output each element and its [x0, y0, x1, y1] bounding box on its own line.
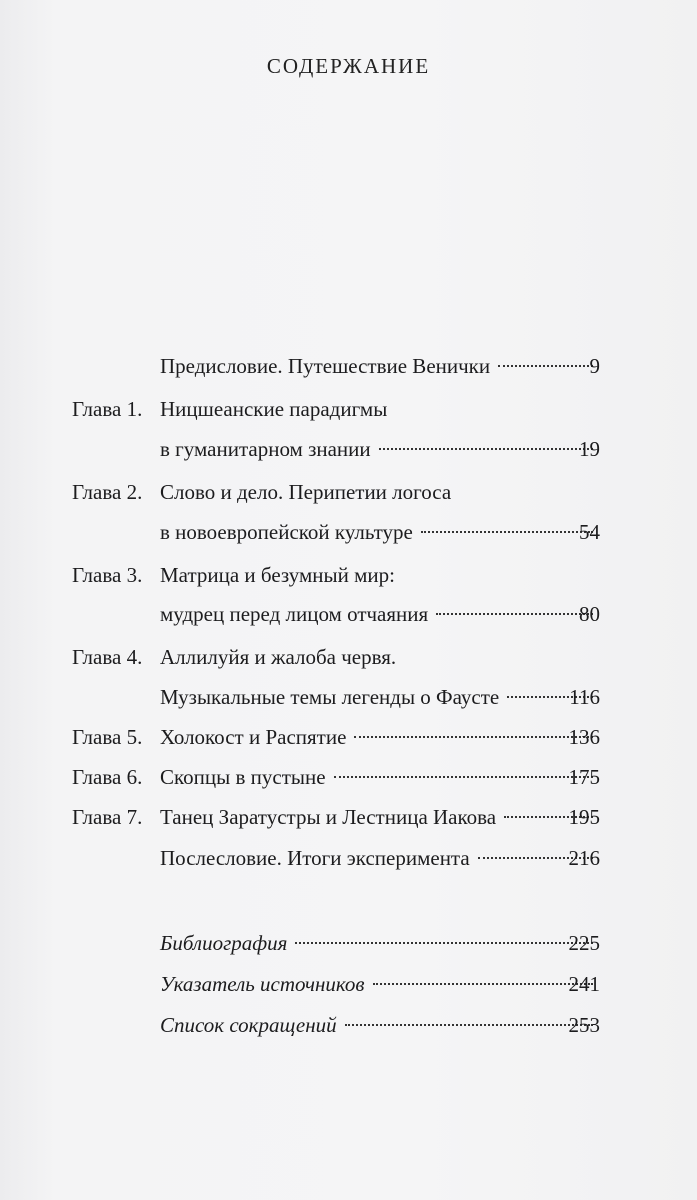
- page-number: 195: [568, 805, 600, 829]
- entry-line: [160, 558, 599, 592]
- toc-entry: [0, 760, 697, 794]
- back-matter-entry: [0, 967, 697, 1001]
- entry-line: [160, 432, 599, 466]
- chapter-number: Глава 3.: [72, 563, 143, 587]
- entry-title: Матрица и безумный мир:: [160, 563, 395, 587]
- entry-title: в гуманитарном знании: [160, 437, 371, 461]
- entry-title: Танец Заратустры и Лестница Иакова: [160, 805, 497, 829]
- toc-entry: [0, 680, 697, 714]
- contents-heading: СОДЕРЖАНИЕ: [266, 54, 431, 78]
- toc-entry: [0, 841, 697, 875]
- entry-title: Библиография: [160, 931, 288, 955]
- back-matter-entry: [0, 926, 697, 960]
- entry-title: Музыкальные темы легенды о Фаусте: [160, 685, 500, 709]
- dot-leader: [295, 942, 593, 944]
- entry-title: Слово и дело. Перипетии логоса: [160, 480, 452, 504]
- dot-leader: [421, 531, 593, 533]
- entry-line: [160, 349, 599, 383]
- toc-entry: [0, 392, 697, 426]
- entry-line: [160, 392, 599, 426]
- chapter-number: Глава 4.: [72, 645, 143, 669]
- page-number: 216: [568, 846, 600, 870]
- entry-line: [160, 800, 599, 834]
- toc-entry: [0, 515, 697, 549]
- entry-title: Ницшеанские парадигмы: [160, 397, 388, 421]
- dot-leader: [345, 1024, 593, 1026]
- page-number: 225: [568, 931, 600, 955]
- entry-line: [160, 597, 599, 631]
- dot-leader: [436, 613, 593, 615]
- toc-entry: [0, 432, 697, 466]
- toc-entry: [0, 640, 697, 674]
- dot-leader: [373, 983, 593, 985]
- page-number: 136: [568, 725, 600, 749]
- dot-leader: [354, 736, 593, 738]
- page-number: 116: [569, 685, 600, 709]
- entry-line: [160, 680, 599, 714]
- entry-title: Предисловие. Путешествие Венички: [160, 354, 491, 378]
- toc-entry: [0, 558, 697, 592]
- entry-line: [160, 967, 599, 1001]
- entry-title: Холокост и Распятие: [160, 725, 347, 749]
- chapter-number: Глава 7.: [72, 805, 143, 829]
- entry-line: [160, 640, 599, 674]
- entry-line: [160, 841, 599, 875]
- entry-line: [160, 720, 599, 754]
- toc-entry: [0, 720, 697, 754]
- page-number: 19: [579, 437, 600, 461]
- entry-title: мудрец перед лицом отчаяния: [160, 602, 429, 626]
- entry-title: Список сокращений: [160, 1013, 337, 1037]
- toc-entry: [0, 475, 697, 509]
- dot-leader: [334, 776, 593, 778]
- entry-line: [160, 515, 599, 549]
- entry-title: Послесловие. Итоги эксперимента: [160, 846, 470, 870]
- chapter-number: Глава 5.: [72, 725, 143, 749]
- page-number: 175: [568, 765, 600, 789]
- entry-line: [160, 1008, 599, 1042]
- entry-title: Скопцы в пустыне: [160, 765, 326, 789]
- page-number: 80: [579, 602, 600, 626]
- back-matter-entry: [0, 1008, 697, 1042]
- entry-line: [160, 926, 599, 960]
- dot-leader: [379, 448, 593, 450]
- entry-title: Аллилуйя и жалоба червя.: [160, 645, 397, 669]
- entry-title: Указатель источников: [160, 972, 365, 996]
- toc-entry: [0, 800, 697, 834]
- page-number: 241: [568, 972, 600, 996]
- toc-entry: [0, 597, 697, 631]
- dot-leader: [498, 365, 593, 367]
- page-number: 54: [579, 520, 600, 544]
- chapter-number: Глава 6.: [72, 765, 143, 789]
- chapter-number: Глава 1.: [72, 397, 143, 421]
- entry-line: [160, 760, 599, 794]
- entry-line: [160, 475, 599, 509]
- chapter-number: Глава 2.: [72, 480, 143, 504]
- page-number: 9: [589, 354, 600, 378]
- entry-title: в новоевропейской культуре: [160, 520, 413, 544]
- page-number: 253: [568, 1013, 600, 1037]
- toc-entry: [0, 349, 697, 383]
